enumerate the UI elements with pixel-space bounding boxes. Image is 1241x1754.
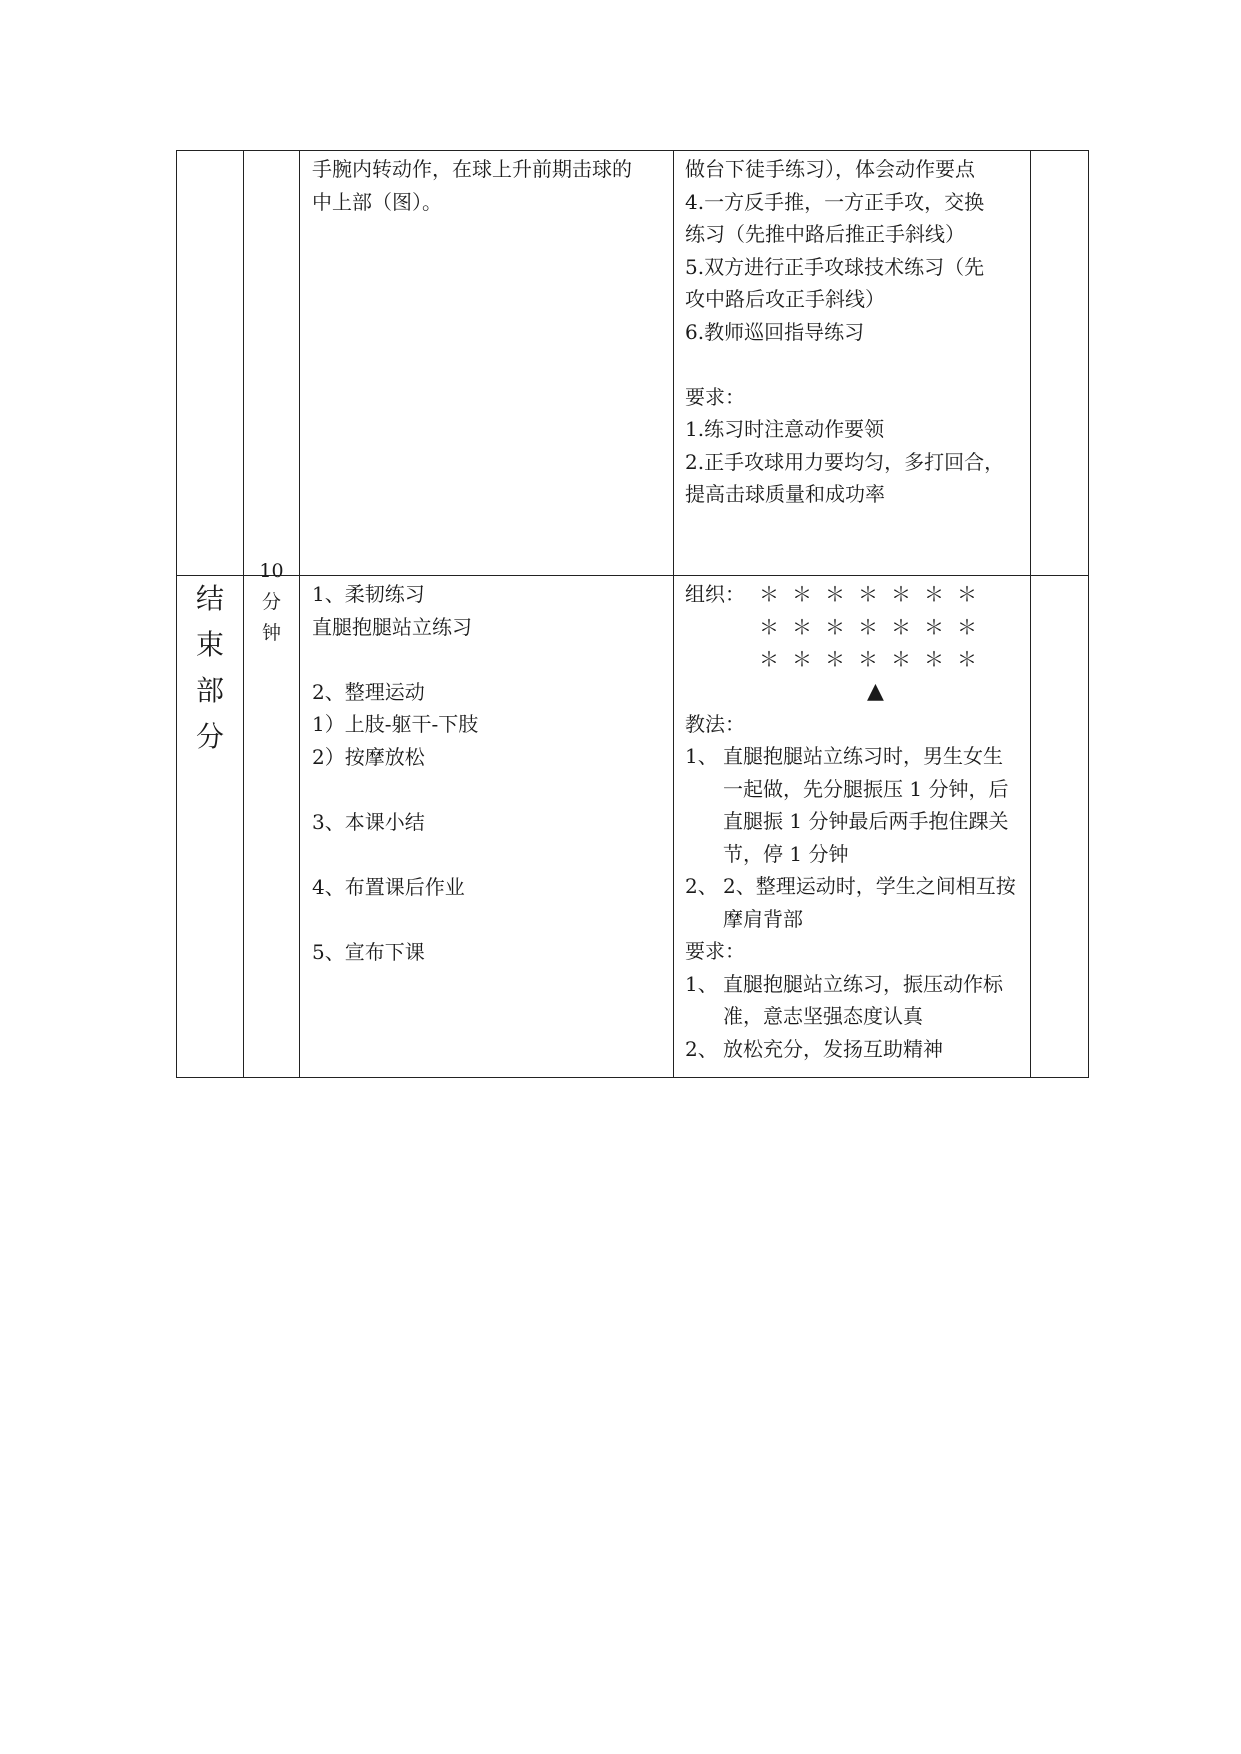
section-title — [177, 576, 243, 760]
student-row-1 — [759, 578, 990, 611]
method-cell — [674, 151, 1031, 576]
method-line: 2.正手攻球用力要均匀，多打回合， — [685, 449, 1005, 474]
student-star-icon: ＊ — [858, 614, 878, 639]
content-line: 中上部（图）。 — [312, 189, 442, 214]
student-star-icon: ＊ — [891, 647, 911, 671]
student-star-icon: ＊ — [957, 614, 977, 639]
requirement-item-number: 1、 — [685, 971, 718, 996]
student-star-icon: ＊ — [957, 647, 977, 671]
table-row-closing-part — [177, 576, 1089, 1078]
content-line: 4、布置课后作业 — [312, 874, 465, 899]
content-line: 2、整理运动 — [312, 679, 425, 704]
student-star-icon: ＊ — [924, 647, 944, 671]
student-star-icon: ＊ — [924, 614, 944, 639]
method-line: 练习（先推中路后推正手斜线） — [685, 222, 965, 246]
content-text — [300, 151, 673, 218]
method-text — [674, 576, 1030, 1065]
method-item — [685, 740, 1022, 870]
content-line: 2）按摩放松 — [312, 744, 425, 769]
method-line: 5.双方进行正手攻球技术练习（先 — [685, 254, 985, 279]
student-star-icon: ＊ — [891, 582, 911, 606]
requirement-item-number: 2、 — [685, 1036, 718, 1061]
duration-unit-char: 分 — [261, 591, 281, 613]
student-star-icon: ＊ — [858, 647, 878, 671]
duration — [244, 556, 299, 649]
section-title-char: 分 — [195, 720, 224, 753]
student-row-2 — [759, 611, 990, 644]
method-item-text: 直腿抱腿站立练习时，男生女生一起做，先分腿振压 1 分钟，后直腿振 1 分钟最后两手抱住踝关节，停 1 分钟 — [723, 744, 1009, 866]
method-item — [685, 870, 1022, 935]
organization-row — [685, 643, 1022, 676]
teacher-position — [685, 676, 1022, 708]
student-star-icon: ＊ — [825, 647, 845, 671]
method-line — [685, 348, 1022, 381]
student-row-3 — [759, 643, 990, 676]
student-star-icon: ＊ — [792, 582, 812, 606]
student-star-icon: ＊ — [759, 647, 779, 671]
method-item-number: 1、 — [685, 744, 718, 768]
section-title-char: 部 — [195, 674, 224, 707]
time-cell — [244, 560, 300, 1078]
student-star-icon: ＊ — [825, 582, 845, 606]
content-cell — [300, 576, 674, 1078]
table-row-main-part-continued — [177, 151, 1089, 576]
requirement-item — [685, 1033, 1022, 1066]
organization-label: 组织： — [685, 582, 745, 606]
section-title-char: 束 — [195, 628, 224, 661]
requirement-item — [685, 968, 1022, 1033]
student-star-icon: ＊ — [759, 614, 779, 639]
notes-cell — [1031, 151, 1089, 576]
method-line: 4.一方反手推，一方正手攻，交换 — [685, 189, 985, 214]
method-text — [674, 151, 1030, 511]
student-star-icon: ＊ — [924, 582, 944, 606]
student-star-icon: ＊ — [858, 582, 878, 606]
method-line: 攻中路后攻正手斜线） — [685, 287, 885, 311]
content-text — [300, 576, 673, 968]
organization-diagram — [685, 578, 1022, 708]
method-label: 教法： — [685, 711, 745, 736]
section-cell-empty — [177, 151, 244, 576]
method-line: 1.练习时注意动作要领 — [685, 417, 885, 441]
requirement-label: 要求： — [685, 384, 745, 409]
section-title-char: 结 — [195, 582, 224, 615]
teacher-triangle-icon: ▲ — [867, 678, 884, 704]
content-line — [312, 643, 667, 676]
lesson-plan-table — [176, 150, 1089, 1078]
content-line: 1）上肢-躯干-下肢 — [312, 712, 479, 736]
method-item-text: 2、整理运动时，学生之间相互按摩肩背部 — [723, 874, 1016, 931]
student-star-icon: ＊ — [825, 614, 845, 639]
method-cell — [674, 576, 1031, 1078]
student-star-icon: ＊ — [792, 614, 812, 639]
student-star-icon: ＊ — [792, 647, 812, 671]
requirement-label: 要求： — [685, 939, 745, 963]
content-line: 3、本课小结 — [312, 809, 425, 834]
notes-cell — [1031, 576, 1089, 1078]
method-line: 做台下徒手练习），体会动作要点 — [685, 157, 975, 181]
method-line: 6.教师巡回指导练习 — [685, 319, 865, 344]
organization-row — [685, 611, 1022, 644]
method-line: 提高击球质量和成功率 — [685, 482, 885, 506]
requirement-item-text: 直腿抱腿站立练习，振压动作标准，意志坚强态度认真 — [723, 971, 1003, 1028]
content-line — [312, 903, 667, 936]
content-line — [312, 773, 667, 806]
content-line: 手腕内转动作，在球上升前期击球的 — [312, 157, 632, 181]
content-line — [312, 838, 667, 871]
method-item-number: 2、 — [685, 874, 718, 898]
time-cell-empty — [244, 151, 300, 576]
content-line: 1、柔韧练习 — [312, 582, 425, 606]
student-star-icon: ＊ — [891, 614, 911, 639]
student-star-icon: ＊ — [759, 582, 779, 606]
requirement-item-text: 放松充分，发扬互助精神 — [723, 1036, 943, 1061]
duration-unit-char: 钟 — [261, 622, 281, 644]
duration-value: 10 — [259, 560, 284, 582]
student-star-icon: ＊ — [957, 582, 977, 606]
content-line: 直腿抱腿站立练习 — [312, 614, 472, 639]
content-line: 5、宣布下课 — [312, 939, 425, 964]
content-cell — [300, 151, 674, 576]
section-cell — [177, 576, 244, 1078]
organization-row — [685, 578, 1022, 611]
